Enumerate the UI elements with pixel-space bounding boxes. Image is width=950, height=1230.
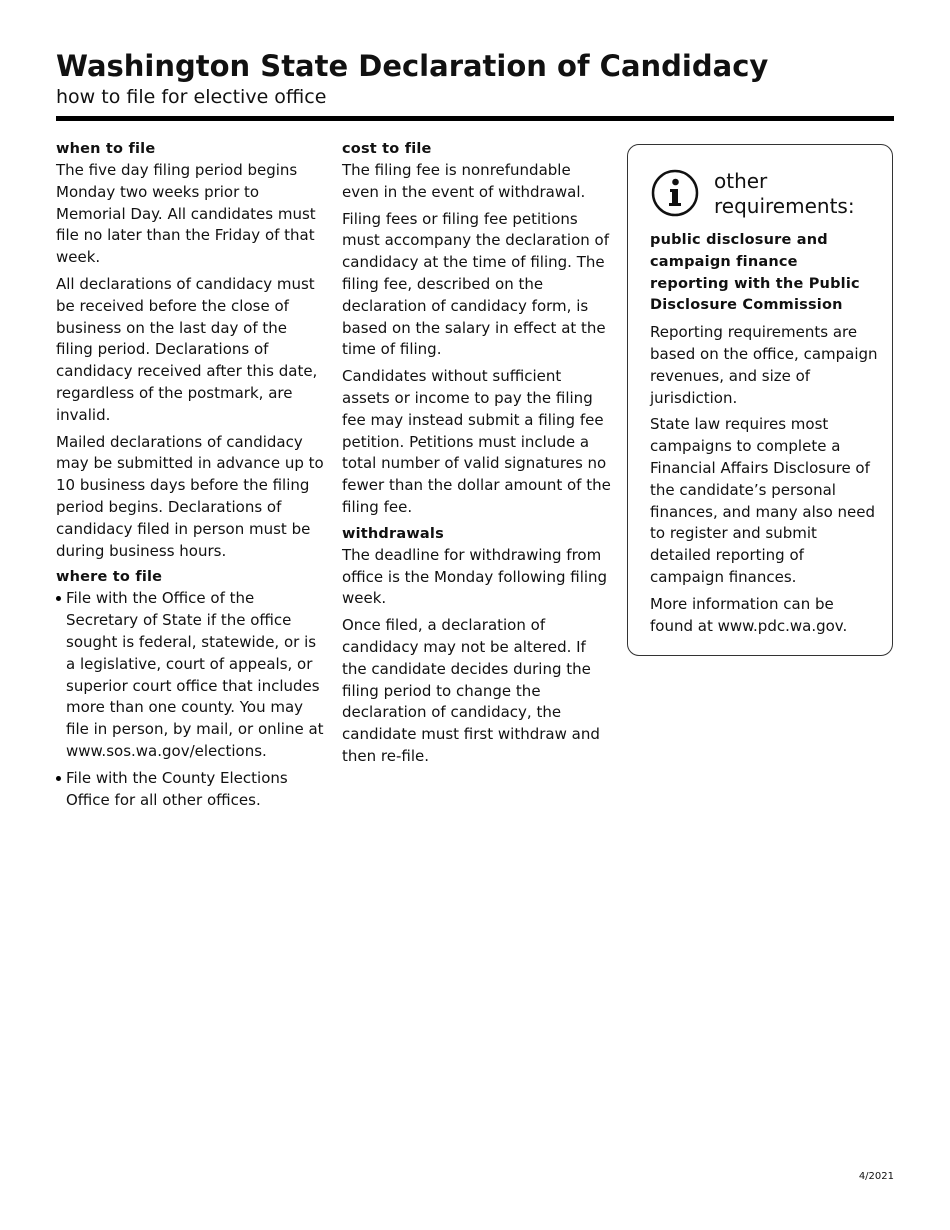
other-requirements-body xyxy=(650,230,880,642)
list-item xyxy=(56,588,328,762)
header-divider xyxy=(56,116,894,121)
page-subtitle: how to file for elective office xyxy=(56,86,327,108)
withdrawals-section xyxy=(342,524,612,768)
cost-to-file-section xyxy=(342,139,612,519)
other-requirements-title: other requirements: xyxy=(714,169,855,218)
when-to-file-paragraph: All declarations of candidacy must be received before the close of business on the last day of the filing period. Declarations of candidacy received after this date, regardless of the postmark, are invalid. xyxy=(56,274,318,424)
public-disclosure-heading: public disclosure and campaign finance reporting with the Public Disclosure Commission xyxy=(650,232,860,314)
when-to-file-section xyxy=(56,139,328,562)
where-to-file-heading: where to file xyxy=(56,569,163,586)
cost-to-file-paragraph: Candidates without sufficient assets or income to pay the filing fee may instead submit a filing fee petition. Petitions must include a total number of valid signatures no fewer than the dollar amount of the filing fee. xyxy=(342,367,611,516)
withdrawals-heading: withdrawals xyxy=(342,525,444,542)
bullet-icon xyxy=(56,596,61,601)
info-icon xyxy=(651,169,699,217)
cost-to-file-heading: cost to file xyxy=(342,141,432,157)
revision-date: 4/2021 xyxy=(858,1171,894,1182)
column-middle xyxy=(342,139,612,773)
column-left xyxy=(56,139,328,816)
when-to-file-paragraph: Mailed declarations of candidacy may be submitted in advance up to 10 business days before the filing period begins. Declarations of candidacy filed in person must be during business hours. xyxy=(56,432,324,560)
bullet-icon xyxy=(56,776,61,781)
list-item xyxy=(56,768,328,812)
where-to-file-list xyxy=(56,588,328,811)
cost-to-file-paragraph: The filing fee is nonrefundable even in the event of withdrawal. xyxy=(342,161,586,201)
cost-to-file-paragraph: Filing fees or filing fee petitions must accompany the declaration of candidacy at the time of filing. The filing fee, described on the declaration of candidacy form, is based on the salary in effect at the time of filing. xyxy=(342,209,609,359)
other-requirements-paragraph: More information can be found at www.pdc.wa.gov. xyxy=(650,594,848,635)
other-requirements-paragraph: Reporting requirements are based on the office, campaign revenues, and size of jurisdiction. xyxy=(650,323,878,407)
page-title: Washington State Declaration of Candidacy xyxy=(56,49,769,83)
other-requirements-paragraph: State law requires most campaigns to complete a Financial Affairs Disclosure of the candidate’s personal finances, and many also need to register and submit detailed reporting of campaign finances. xyxy=(650,415,876,586)
when-to-file-heading: when to file xyxy=(56,141,156,157)
list-item-text: File with the Office of the Secretary of State if the office sought is federal, statewide, or is a legislative, court of appeals, or superior court office that includes more than one county. You may file in person, by mail, or online at www.sos.wa.gov/elections. xyxy=(66,589,324,760)
where-to-file-section xyxy=(56,567,328,811)
when-to-file-paragraph: The five day filing period begins Monday two weeks prior to Memorial Day. All candidates must file no later than the Friday of that week. xyxy=(56,161,316,267)
withdrawals-paragraph: Once filed, a declaration of candidacy may not be altered. If the candidate decides during the filing period to change the declaration of candidacy, the candidate must first withdraw and then re-file. xyxy=(342,616,600,765)
withdrawals-paragraph: The deadline for withdrawing from office is the Monday following filing week. xyxy=(342,545,608,608)
other-requirements-box xyxy=(627,144,893,656)
list-item-text: File with the County Elections Office for all other offices. xyxy=(66,768,288,809)
